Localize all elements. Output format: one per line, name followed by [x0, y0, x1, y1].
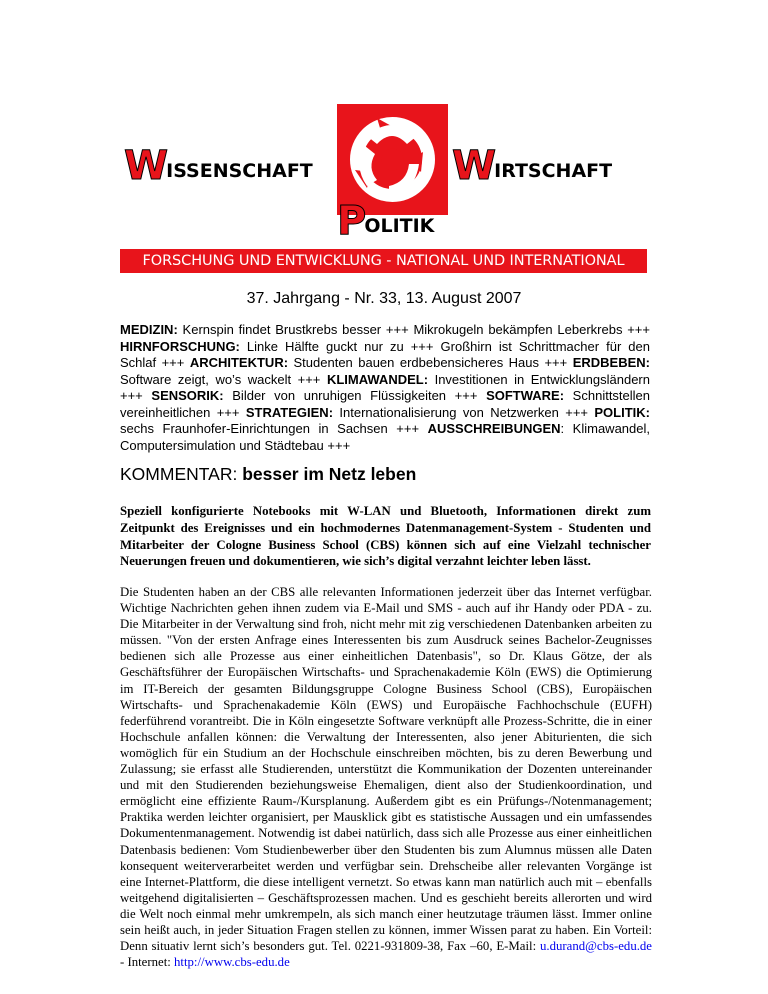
masthead-rest: OLITIK [364, 215, 435, 237]
article-text: Die Studenten haben an der CBS alle relevanten Informationen jederzeit über das Internet verfügbar. Wichtige Nachrichten gehen ihnen zudem via E-Mail und SMS - auch auf ihr Handy oder PDA - zu. Die Mitarbeiter in der Verwaltung sind froh, nicht mehr mit zig verschiedenen Datenbanken arbeiten zu müssen. "Von der ersten Anfrage eines Interessenten bis zum Ausdruck seines Bachelor-Zeugnisses bedienen sich alle Prozesse aus einer einheitlichen Datenbasis", so Dr. Klaus Götze, der als Geschäftsführer der Europäischen Wirtschafts- und Sprachenakademie Köln (EWS) die Optimierung im IT-Bereich der gesamten Bildungsgruppe Cologne Business School (CBS), Europäischen Wirtschafts- und Sprachenakademie Köln (EWS) und Europäische Fachhochschule (EUFH) federführend vorantreibt. Die in Köln eingesetzte Software verknüpft alle Prozess-Schritte, die in einer Hochschule anfallen können: die Verwaltung der Interessenten, also jener Abiturienten, die sich womöglich für ein Studium an der Hochschule einschreiben möchten, bis zu deren Bewerbung und Zulassung; sie erfasst alle Studierenden, unterstützt die Kommunikation der Dozenten untereinander und mit den Studierenden beziehungsweise Ehemaligen, dient also der Studienkoordination, und ermöglicht eine effiziente Raum-/Kursplanung. Außerdem gibt es ein Prüfungs-/Notenmanagement; Praktika werden leichter organisiert, per Mausklick gibt es statistische Aussagen und ein umfassendes Dokumentenmanagement. Notwendig ist dabei natürlich, dass sich alle Prozesse aus einer einheitlichen Datenbasis bedienen: Vom Studienbewerber über den Studenten bis zum Alumnus müssen alle Daten konsequent weiterverarbeitet werden und verfügbar sein. Drehscheibe aller relevanten Vorgänge ist eine Internet-Plattform, die diese intelligent vernetzt. So etwas kann man natürlich auch mit – ebenfalls weitgehend digitalisierten – Geschäftsprozessen machen. Und es geschieht bereits allerorten und wird die Welt noch einmal mehr umkrempeln, als sich manch einer heutzutage träumen lässt. Immer online sein heißt auch, in jeder Situation Fragen stellen zu können, immer Wissen parat zu haben. Ein Vorteil: Denn situativ lernt sich’s besonders gut. Tel. 0221-931809-38, Fax –60, E-Mail: [120, 585, 652, 954]
kommentar-heading [120, 464, 650, 485]
website-link[interactable]: http://www.cbs-edu.de [174, 955, 290, 970]
ticker-text: sechs Fraunhofer-Einrichtungen in Sachsen +++ [120, 421, 428, 436]
article-lead: Speziell konfigurierte Notebooks mit W-LAN und Bluetooth, Informationen direkt zum Zeitpunkt des Ereignisses und ein hochmodernes Datenmanagement-System - Studenten und Mitarbeiter der Cologne Business School (CBS) können sich auf eine Vielzahl technischer Neuerungen freuen und dokumentieren, wie sich’s digital verzahnt leichter leben lässt. [120, 504, 651, 569]
kommentar-title: besser im Netz leben [242, 464, 417, 484]
ticker-key: ERDBEBEN: [572, 355, 650, 370]
ticker-key: POLITIK: [594, 404, 650, 420]
ticker-text: Kernspin findet Brustkrebs besser +++ Mikrokugeln bekämpfen Leberkrebs +++ [177, 322, 650, 337]
ticker-key: SOFTWARE: [486, 388, 565, 403]
ticker-key: STRATEGIEN: [245, 404, 334, 420]
masthead-cap: W [124, 143, 167, 189]
ticker-key: ARCHITEKTUR: [189, 355, 289, 370]
masthead-rest: IRTSCHAFT [494, 160, 613, 182]
ticker-key: MEDIZIN: [120, 322, 178, 337]
ticker-text: Linke Hälfte guckt nur zu +++ Großhirn ist Schrittmacher für den Schlaf +++ [120, 338, 650, 370]
masthead [0, 0, 768, 280]
ticker-text: Investitionen in Entwicklungsländern +++ [120, 371, 650, 403]
ticker-text: Schnittstellen vereinheitlichen +++ [120, 388, 651, 420]
masthead-band: FORSCHUNG UND ENTWICKLUNG - NATIONAL UND INTERNATIONAL [120, 249, 647, 273]
ticker-text: Studenten bauen erdbebensicheres Haus +++ [288, 355, 573, 370]
ticker-text: Software zeigt, wo’s wackelt +++ [120, 371, 327, 387]
masthead-cap: W [452, 143, 495, 189]
ticker-key: KLIMAWANDEL: [326, 371, 429, 387]
ticker-key: HIRNFORSCHUNG: [120, 338, 240, 354]
topic-ticker [120, 322, 650, 454]
ticker-text: Bilder von unruhigen Flüssigkeiten +++ [223, 388, 487, 403]
ticker-key: SENSORIK: [151, 388, 224, 403]
internet-label: - Internet: [120, 955, 175, 970]
ticker-text: : Klimawandel, Computersimulation und Städtebau +++ [120, 421, 650, 453]
issue-line: 37. Jahrgang - Nr. 33, 13. August 2007 [246, 290, 522, 307]
masthead-wissenschaft [124, 143, 313, 189]
kommentar-label: KOMMENTAR: [120, 464, 243, 484]
ticker-text: Internationalisierung von Netzwerken +++ [333, 404, 595, 420]
masthead-rest: ISSENSCHAFT [166, 160, 313, 182]
masthead-politik [337, 198, 435, 244]
email-link[interactable]: u.durand@cbs-edu.de [540, 939, 652, 954]
masthead-cap: P [337, 198, 365, 244]
ticker-key: AUSSCHREIBUNGEN [427, 421, 561, 436]
article-body [120, 584, 652, 970]
masthead-wirtschaft [452, 143, 613, 189]
